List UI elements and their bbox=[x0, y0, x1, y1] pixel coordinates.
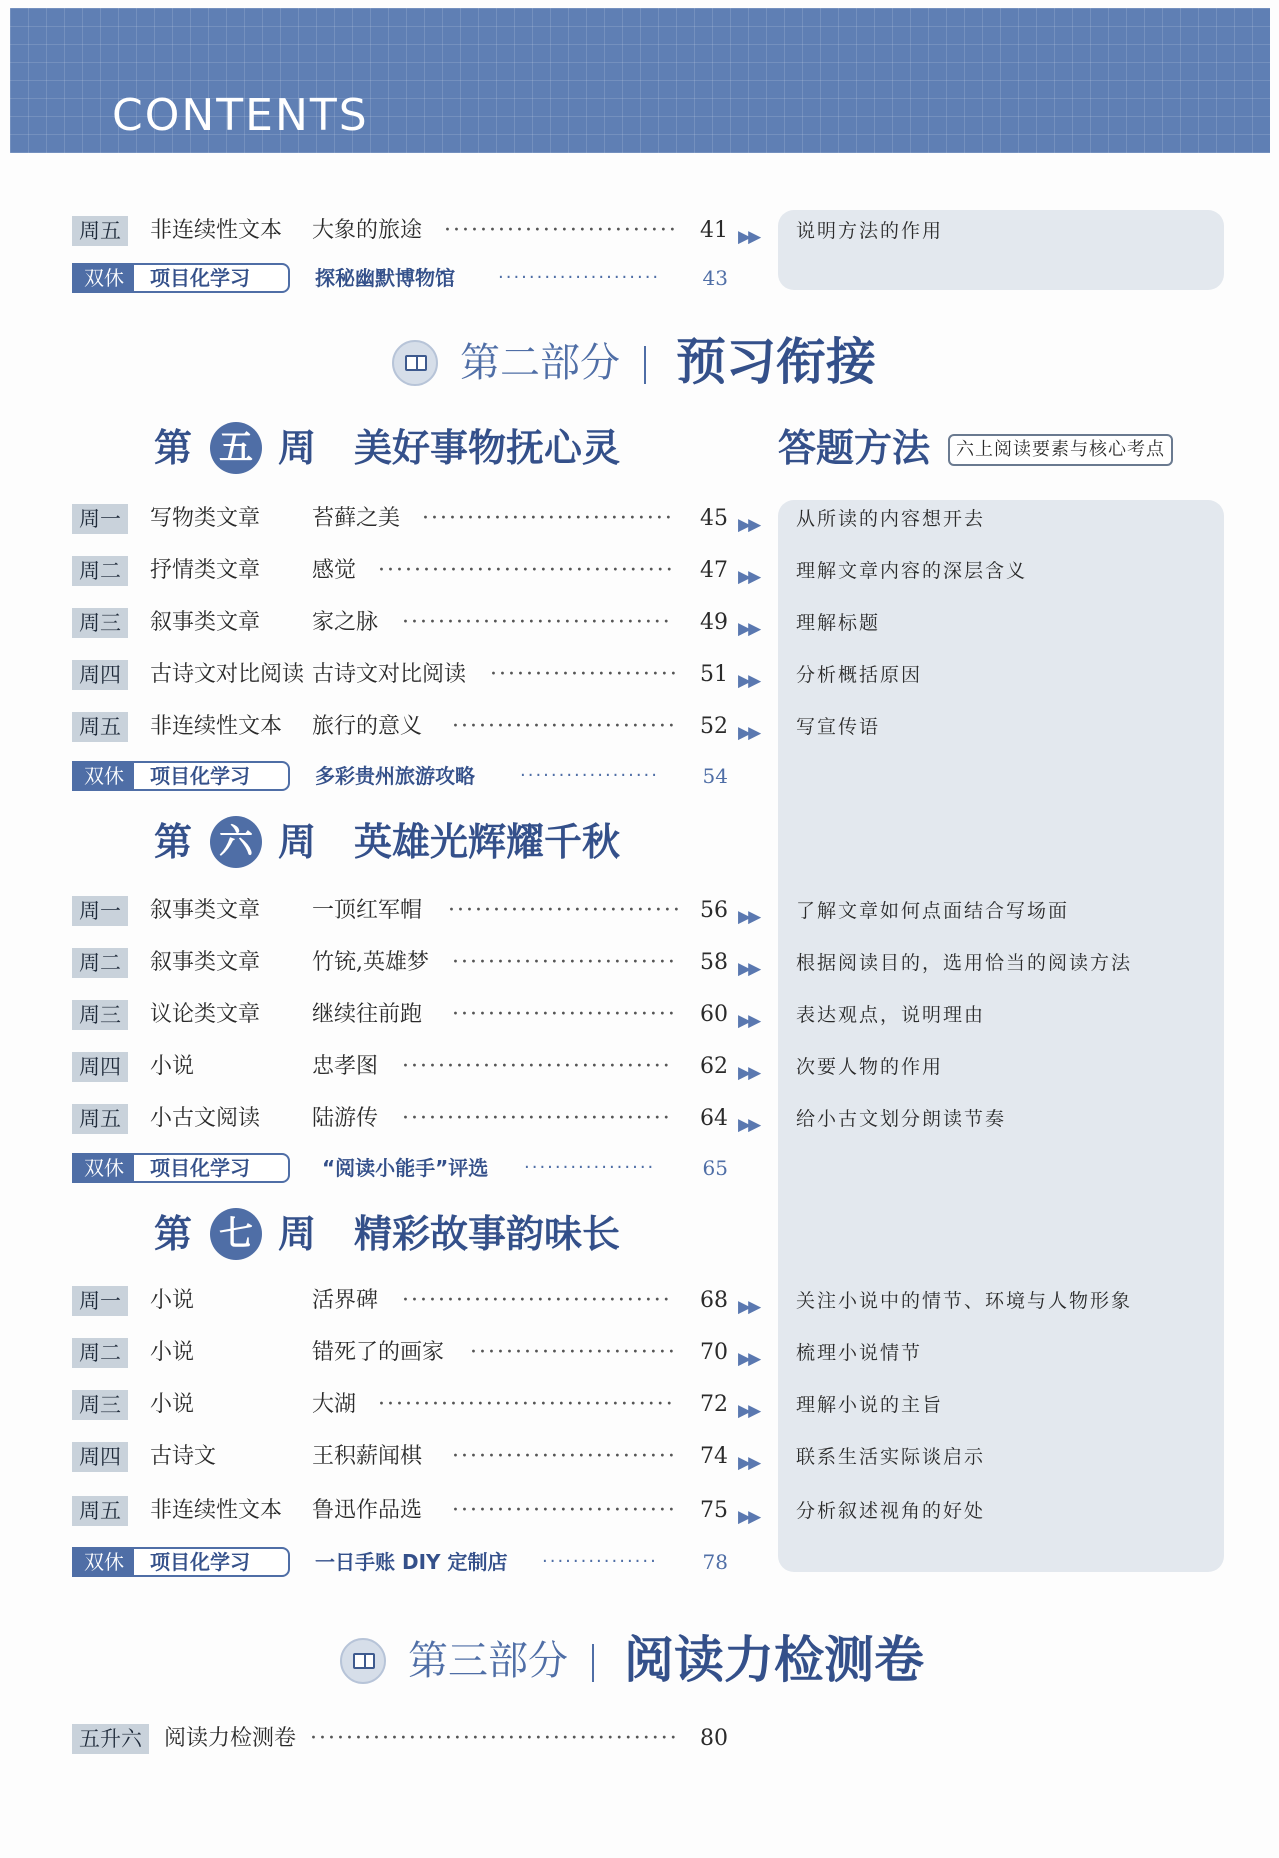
leader-dots: ························· bbox=[452, 1498, 677, 1523]
leader-dots: ························· bbox=[452, 1444, 677, 1469]
double-arrow-icon: ▶▶ bbox=[738, 1063, 759, 1083]
category: 小说 bbox=[150, 1288, 195, 1313]
leader-dots: ························· bbox=[452, 1002, 677, 1027]
double-arrow-icon: ▶▶ bbox=[738, 671, 759, 691]
answer-method: 给小古文划分朗读节奏 bbox=[796, 1108, 1007, 1130]
leader-dots: ······························ bbox=[402, 1288, 672, 1313]
leader-dots: ······························ bbox=[402, 1106, 672, 1131]
leader-dots: ····················· bbox=[498, 267, 661, 288]
week-title: 美好事物抚心灵 bbox=[354, 426, 621, 470]
double-arrow-icon: ▶▶ bbox=[738, 959, 759, 979]
lesson-title: 忠孝图 bbox=[312, 1054, 379, 1079]
category: 抒情类文章 bbox=[150, 558, 261, 583]
weekend-project[interactable] bbox=[72, 761, 752, 793]
part-name: 阅读力检测卷 bbox=[624, 1631, 924, 1689]
day-tag: 五升六 bbox=[72, 1724, 149, 1754]
weekend-badge bbox=[72, 761, 290, 791]
leader-dots: ········································· bbox=[310, 1726, 679, 1751]
double-arrow-icon: ▶▶ bbox=[738, 515, 759, 535]
weekend-tag: 双休 bbox=[74, 1549, 134, 1575]
double-arrow-icon: ▶▶ bbox=[738, 1115, 759, 1135]
page-number: 70 bbox=[700, 1340, 728, 1365]
answer-method: 根据阅读目的，选用恰当的阅读方法 bbox=[796, 952, 1133, 974]
answer-method-tag: 六上阅读要素与核心考点 bbox=[948, 434, 1173, 466]
category: 叙事类文章 bbox=[150, 950, 261, 975]
leader-dots: ························· bbox=[452, 950, 677, 975]
toc-row[interactable] bbox=[72, 1102, 772, 1136]
category: 古诗文对比阅读 bbox=[150, 662, 305, 687]
leader-dots: ·················· bbox=[520, 765, 659, 786]
leader-dots: ······················· bbox=[470, 1340, 677, 1365]
weekend-tag: 双休 bbox=[74, 763, 134, 789]
double-arrow-icon: ▶▶ bbox=[738, 1507, 759, 1527]
page-number: 43 bbox=[702, 266, 728, 290]
toc-row[interactable] bbox=[72, 998, 772, 1032]
lesson-title: 感觉 bbox=[312, 558, 357, 583]
lesson-title: 王积薪闻棋 bbox=[312, 1444, 423, 1469]
double-arrow-icon: ▶▶ bbox=[738, 1401, 759, 1421]
toc-row[interactable] bbox=[72, 1336, 772, 1370]
category: 非连续性文本 bbox=[150, 218, 283, 243]
weekend-tag: 双休 bbox=[74, 1155, 134, 1181]
page-number: 78 bbox=[702, 1550, 728, 1574]
toc-row[interactable] bbox=[72, 214, 772, 248]
book-icon bbox=[392, 340, 438, 386]
lesson-title: 阅读力检测卷 bbox=[164, 1726, 297, 1751]
project-title: 探秘幽默博物馆 bbox=[315, 266, 455, 290]
category: 小说 bbox=[150, 1054, 195, 1079]
project-title: 一日手账 DIY 定制店 bbox=[315, 1550, 508, 1574]
page-number: 62 bbox=[700, 1054, 728, 1079]
leader-dots: ····················· bbox=[490, 662, 679, 687]
lesson-title: 大湖 bbox=[312, 1392, 357, 1417]
weekend-badge bbox=[72, 1153, 290, 1183]
day-tag: 周三 bbox=[72, 1390, 128, 1420]
part-name: 预习衔接 bbox=[676, 333, 876, 391]
page-number: 51 bbox=[700, 662, 728, 687]
page-number: 49 bbox=[700, 610, 728, 635]
week-suffix: 周 bbox=[278, 426, 317, 470]
toc-row[interactable] bbox=[72, 1388, 772, 1422]
toc-row[interactable] bbox=[72, 710, 772, 744]
toc-row[interactable] bbox=[72, 658, 772, 692]
weekend-project[interactable] bbox=[72, 1547, 752, 1579]
part-label: 第二部分 bbox=[460, 340, 620, 386]
lesson-title: 家之脉 bbox=[312, 610, 379, 635]
lesson-title: 陆游传 bbox=[312, 1106, 379, 1131]
answer-method: 分析叙述视角的好处 bbox=[796, 1500, 986, 1522]
lesson-title: 古诗文对比阅读 bbox=[312, 662, 467, 687]
week-number: 七 bbox=[210, 1208, 262, 1260]
answer-method: 理解标题 bbox=[796, 612, 881, 634]
header-title: CONTENTS bbox=[112, 90, 369, 141]
project-title: “阅读小能手”评选 bbox=[322, 1156, 489, 1180]
day-tag: 周二 bbox=[72, 556, 128, 586]
day-tag: 周一 bbox=[72, 504, 128, 534]
category: 叙事类文章 bbox=[150, 898, 261, 923]
leader-dots: ················· bbox=[524, 1157, 656, 1178]
page-number: 68 bbox=[700, 1288, 728, 1313]
weekend-tag: 双休 bbox=[74, 265, 134, 291]
double-arrow-icon: ▶▶ bbox=[738, 567, 759, 587]
page-number: 45 bbox=[700, 506, 728, 531]
page-number: 47 bbox=[700, 558, 728, 583]
day-tag: 周一 bbox=[72, 1286, 128, 1316]
category: 小古文阅读 bbox=[150, 1106, 261, 1131]
category: 非连续性文本 bbox=[150, 1498, 283, 1523]
answer-method: 理解文章内容的深层含义 bbox=[796, 560, 1028, 582]
page-number: 75 bbox=[700, 1498, 728, 1523]
day-tag: 周三 bbox=[72, 608, 128, 638]
lesson-title: 鲁迅作品选 bbox=[312, 1498, 423, 1523]
weekend-project[interactable] bbox=[72, 1153, 752, 1185]
category: 写物类文章 bbox=[150, 506, 261, 531]
page-number: 60 bbox=[700, 1002, 728, 1027]
leader-dots: ······························ bbox=[402, 1054, 672, 1079]
leader-dots: ·························· bbox=[448, 898, 682, 923]
day-tag: 周二 bbox=[72, 1338, 128, 1368]
divider bbox=[644, 346, 646, 384]
book-icon bbox=[340, 1638, 386, 1684]
double-arrow-icon: ▶▶ bbox=[738, 1011, 759, 1031]
weekend-badge bbox=[72, 263, 290, 293]
answer-method: 了解文章如何点面结合写场面 bbox=[796, 900, 1070, 922]
answer-method: 联系生活实际谈启示 bbox=[796, 1446, 986, 1468]
project-type: 项目化学习 bbox=[150, 1156, 250, 1180]
page-number: 56 bbox=[700, 898, 728, 923]
category: 小说 bbox=[150, 1392, 195, 1417]
leader-dots: ························· bbox=[452, 714, 677, 739]
header-banner bbox=[10, 8, 1270, 153]
day-tag: 周四 bbox=[72, 1052, 128, 1082]
answer-method: 说明方法的作用 bbox=[796, 220, 944, 242]
page-number: 80 bbox=[700, 1726, 728, 1751]
toc-row[interactable] bbox=[72, 606, 772, 640]
double-arrow-icon: ▶▶ bbox=[738, 619, 759, 639]
page-number: 54 bbox=[702, 764, 728, 788]
project-type: 项目化学习 bbox=[150, 1550, 250, 1574]
lesson-title: 一顶红军帽 bbox=[312, 898, 423, 923]
category: 非连续性文本 bbox=[150, 714, 283, 739]
week-prefix: 第 bbox=[154, 1212, 193, 1256]
day-tag: 周五 bbox=[72, 1496, 128, 1526]
week-prefix: 第 bbox=[154, 820, 193, 864]
week-title: 英雄光辉耀千秋 bbox=[354, 820, 621, 864]
weekend-project[interactable] bbox=[72, 263, 752, 295]
category: 古诗文 bbox=[150, 1444, 217, 1469]
day-tag: 周四 bbox=[72, 660, 128, 690]
divider bbox=[592, 1644, 594, 1682]
toc-row[interactable] bbox=[72, 1284, 772, 1318]
double-arrow-icon: ▶▶ bbox=[738, 723, 759, 743]
answer-method: 表达观点，说明理由 bbox=[796, 1004, 986, 1026]
leader-dots: ································· bbox=[378, 1392, 675, 1417]
leader-dots: ································· bbox=[378, 558, 675, 583]
lesson-title: 竹铳,英雄梦 bbox=[312, 950, 429, 975]
toc-row[interactable] bbox=[72, 946, 772, 980]
page-number: 72 bbox=[700, 1392, 728, 1417]
answer-method-heading: 答题方法 bbox=[778, 426, 931, 470]
project-type: 项目化学习 bbox=[150, 266, 250, 290]
page-number: 65 bbox=[702, 1156, 728, 1180]
category: 叙事类文章 bbox=[150, 610, 261, 635]
lesson-title: 苔藓之美 bbox=[312, 506, 401, 531]
week-prefix: 第 bbox=[154, 426, 193, 470]
double-arrow-icon: ▶▶ bbox=[738, 227, 759, 247]
leader-dots: ·························· bbox=[444, 218, 678, 243]
page-number: 41 bbox=[700, 218, 728, 243]
answer-method: 分析概括原因 bbox=[796, 664, 923, 686]
lesson-title: 大象的旅途 bbox=[312, 218, 423, 243]
toc-row[interactable] bbox=[72, 1050, 772, 1084]
category: 议论类文章 bbox=[150, 1002, 261, 1027]
answer-method: 理解小说的主旨 bbox=[796, 1394, 944, 1416]
toc-row[interactable] bbox=[72, 894, 772, 928]
week-number: 五 bbox=[210, 422, 262, 474]
answer-method: 写宣传语 bbox=[796, 716, 881, 738]
week-number: 六 bbox=[210, 816, 262, 868]
leader-dots: ···························· bbox=[422, 506, 674, 531]
day-tag: 周五 bbox=[72, 216, 128, 246]
week-suffix: 周 bbox=[278, 820, 317, 864]
page-number: 58 bbox=[700, 950, 728, 975]
answer-method: 次要人物的作用 bbox=[796, 1056, 944, 1078]
week-suffix: 周 bbox=[278, 1212, 317, 1256]
lesson-title: 错死了的画家 bbox=[312, 1340, 445, 1365]
day-tag: 周二 bbox=[72, 948, 128, 978]
part-label: 第三部分 bbox=[408, 1638, 568, 1684]
double-arrow-icon: ▶▶ bbox=[738, 907, 759, 927]
toc-row[interactable] bbox=[72, 1440, 772, 1474]
category: 小说 bbox=[150, 1340, 195, 1365]
weekend-badge bbox=[72, 1547, 290, 1577]
part-heading-3 bbox=[340, 1628, 980, 1698]
project-type: 项目化学习 bbox=[150, 764, 250, 788]
answer-method: 梳理小说情节 bbox=[796, 1342, 923, 1364]
project-title: 多彩贵州旅游攻略 bbox=[315, 764, 475, 788]
toc-row[interactable] bbox=[72, 1494, 772, 1528]
day-tag: 周五 bbox=[72, 712, 128, 742]
answer-method: 关注小说中的情节、环境与人物形象 bbox=[796, 1290, 1133, 1312]
leader-dots: ··············· bbox=[542, 1551, 658, 1572]
day-tag: 周三 bbox=[72, 1000, 128, 1030]
page-number: 52 bbox=[700, 714, 728, 739]
lesson-title: 活界碑 bbox=[312, 1288, 379, 1313]
toc-row-final[interactable] bbox=[72, 1722, 772, 1756]
lesson-title: 旅行的意义 bbox=[312, 714, 423, 739]
day-tag: 周一 bbox=[72, 896, 128, 926]
page-number: 74 bbox=[700, 1444, 728, 1469]
day-tag: 周四 bbox=[72, 1442, 128, 1472]
part-heading-2 bbox=[392, 330, 912, 400]
leader-dots: ······························ bbox=[402, 610, 672, 635]
double-arrow-icon: ▶▶ bbox=[738, 1453, 759, 1473]
answer-method: 从所读的内容想开去 bbox=[796, 508, 986, 530]
day-tag: 周五 bbox=[72, 1104, 128, 1134]
week-title: 精彩故事韵味长 bbox=[354, 1212, 621, 1256]
double-arrow-icon: ▶▶ bbox=[738, 1297, 759, 1317]
toc-row[interactable] bbox=[72, 554, 772, 588]
double-arrow-icon: ▶▶ bbox=[738, 1349, 759, 1369]
lesson-title: 继续往前跑 bbox=[312, 1002, 423, 1027]
page-number: 64 bbox=[700, 1106, 728, 1131]
toc-row[interactable] bbox=[72, 502, 772, 536]
